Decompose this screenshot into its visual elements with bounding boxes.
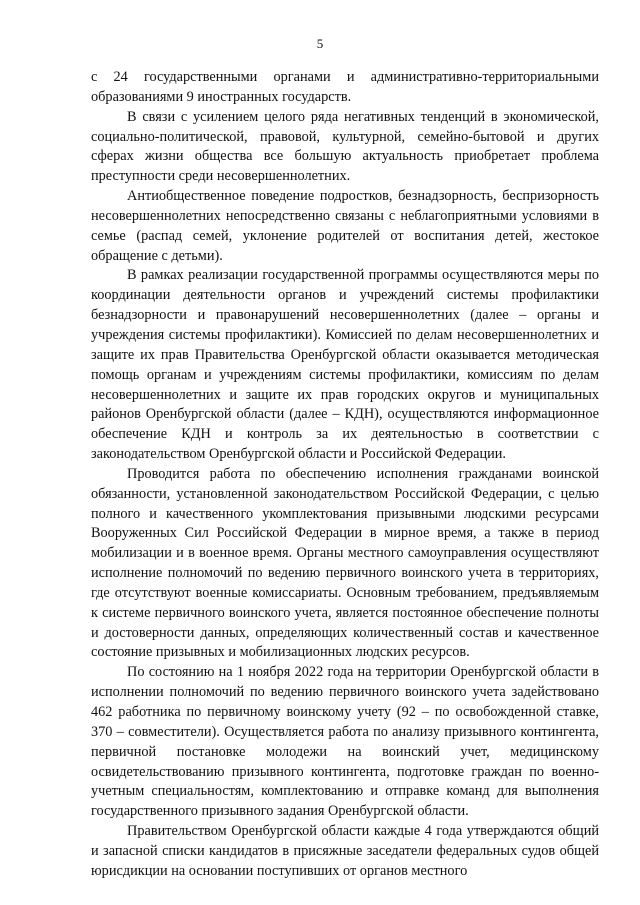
- paragraph-3: Антиобщественное поведение подростков, безнадзорность, беспризорность несовершеннолетних непосредственно связаны с неблагоприятными условиями в семье (распад семей, уклонение родителей от воспитания детей, жестокое обращение с детьми).: [91, 188, 599, 264]
- paragraph-5: Проводится работа по обеспечению исполнения гражданами воинской обязанности, установленной законодательством Российской Федерации, с целью полного и качественного укомплектования призывными людскими ресурсами Вооруженных Сил Российской Федерации в мирное время, а также в период мобилизации и в военное время. Органы местного самоуправления осуществляют исполнение полномочий по ведению первичного воинского учета в территориях, где отсутствуют военные комиссариаты. Основным требованием, предъявляемым к системе первичного воинского учета, является постоянное обеспечение полноты и достоверности данных, определяющих количественный состав и качественное состояние призывных и мобилизационных людских ресурсов.: [91, 465, 599, 661]
- document-body: [91, 68, 599, 882]
- paragraph-6: По состоянию на 1 ноября 2022 года на территории Оренбургской области в исполнении полномочий по ведению первичного воинского учета задействовано 462 работника по первичному воинскому учету (92 – по освобожденной ставке, 370 – совместители). Осуществляется работа по анализу призывного контингента, первичной постановке молодежи на воинский учет, медицинскому освидетельствованию призывного контингента, подготовке граждан по военно-учетным специальностям, комплектованию и отправке команд для выполнения государственного призывного задания Оренбургской области.: [91, 664, 599, 820]
- paragraph-2: В связи с усилением целого ряда негативных тенденций в экономической, социально-политической, правовой, культурной, семейно-бытовой и других сферах жизни общества все большую актуальность приобретает проблема преступности среди несовершеннолетних.: [91, 108, 599, 185]
- paragraph-1: с 24 государственными органами и административно-территориальными образованиями 9 иностранных государств.: [91, 69, 599, 105]
- page-number: 5: [316, 36, 324, 51]
- paragraph-4: В рамках реализации государственной программы осуществляются меры по координации деятельности органов и учреждений системы профилактики безнадзорности и правонарушений несовершеннолетних (далее – органы и учреждения системы профилактики). Комиссией по делам несовершеннолетних и защите их прав Правительства Оренбургской области оказывается методическая помощь органам и учреждениям системы профилактики, комиссиям по делам несовершеннолетних и защите их прав городских округов и муниципальных районов Оренбургской области (далее – КДН), осуществляются информационное обеспечение КДН и контроль за их деятельностью в соответствии с законодательством Оренбургской области и Российской Федерации.: [91, 267, 599, 463]
- paragraph-7: Правительством Оренбургской области каждые 4 года утверждаются общий и запасной списки кандидатов в присяжные заседатели федеральных судов общей юрисдикции на основании поступивших от органов местного: [91, 823, 599, 879]
